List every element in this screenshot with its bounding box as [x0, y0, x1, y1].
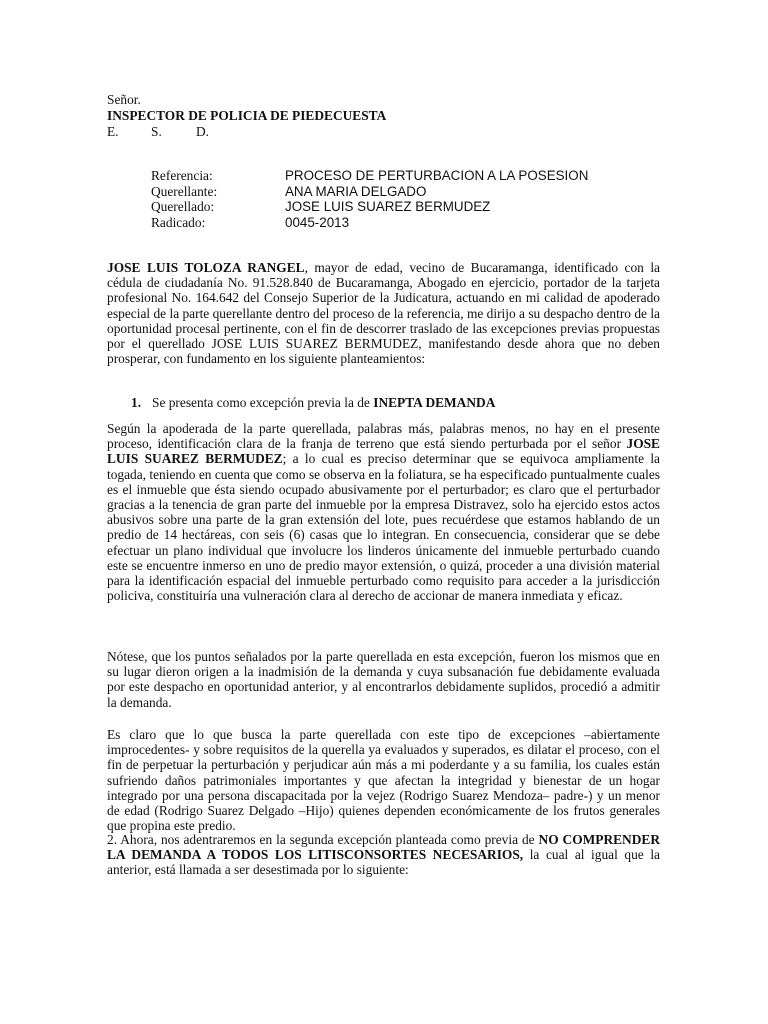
radicado-value: 0045-2013 — [285, 214, 350, 230]
querellante-label: Querellante: — [151, 183, 218, 199]
querellado-label: Querellado: — [151, 199, 215, 214]
para2-bold: JOSE LUIS SUAREZ BERMUDEZ — [107, 436, 660, 467]
addressee-block — [107, 92, 386, 140]
eds-e: E. — [107, 124, 119, 139]
para5-after: la cual al igual que la anterior, está llamada a ser desestimada por lo siguiente: — [107, 847, 660, 878]
exception-1-paragraph — [107, 421, 660, 603]
para5-bold: NO COMPRENDER LA DEMANDA A TODOS LOS LITISCONSORTES NECESARIOS, — [107, 832, 660, 863]
querellante-row — [151, 184, 588, 200]
radicado-row — [151, 215, 588, 231]
para5-before: 2. Ahora, nos adentraremos en la segunda excepción planteada como previa de — [107, 832, 539, 847]
eds-d: D. — [196, 124, 210, 139]
intro-paragraph — [107, 260, 660, 366]
eds-s: S. — [151, 124, 162, 139]
querellado-value: JOSE LUIS SUAREZ BERMUDEZ — [285, 199, 491, 214]
intro-text: , mayor de edad, vecino de Bucaramanga, identificado con la cédula de ciudadanía No. 91.528.840 de Bucaramanga, Abogado en ejercicio, portador de la tarjeta profesional No. 164.642 del Consejo Superior de la Judicatura, actuando en mi calidad de apoderado especial de la parte querellante dentro del proceso de la referencia, me dirijo a su despacho dentro de la oportunidad procesal pertinente, con el fin de descorrer traslado de las excepciones previas propuestas por el querellado JOSE LUIS SUAREZ BERMUDEZ, manifestando desde ahora que no deben prosperar, con fundamento en los siguiente planteamientos: — [107, 260, 660, 367]
reference-value: PROCESO DE PERTURBACION A LA POSESION — [285, 168, 589, 183]
radicado-label: Radicado: — [151, 214, 206, 230]
addressee-title: INSPECTOR DE POLICIA DE PIEDECUESTA — [107, 108, 387, 123]
para2-before: Según la apoderada de la parte querellada, palabras más, palabras menos, no hay en el presente proceso, identificación clara de la franja de terreno que está siendo perturbada por el señor — [107, 421, 660, 452]
reference-block — [151, 168, 588, 230]
exception-2-paragraph — [107, 832, 660, 878]
reference-row — [151, 168, 588, 184]
exception-1-text: Se presenta como excepción previa la de — [152, 395, 374, 410]
salutation: Señor. — [107, 92, 141, 107]
querellado-row — [151, 199, 588, 215]
exception-1-number: 1. — [131, 395, 142, 410]
querellante-value: ANA MARIA DELGADO — [285, 183, 427, 199]
exception-1-bold: INEPTA DEMANDA — [373, 395, 496, 410]
para2-after: ; a lo cual es preciso determinar que se equivoca ampliamente la togada, teniendo en cuenta que como se observa en la foliatura, se ha especificado puntualmente cuales es el inmueble que ésta siendo ocupado abusivamente por el perturbador; es claro que el perturbador gracias a la tenencia de gran parte del inmueble por la empresa Distravez, solo ha ejercido estos actos abusivos sobre una parte de la gran extensión del lote, pues recuérdese que estamos hablando de un predio de 14 hectáreas, con seis (6) casas que lo integran. En consecuencia, considerar que se debe efectuar un plano individual que involucre los linderos únicamente del inmueble perturbado cuando este se encuentre inmerso en uno de predio mayor extensión, o quizá, proceder a una división material para la identificación espacial del inmueble perturbado como requisito para acceder a la jurisdicción policiva, constituiría una vulneración clara al derecho de accionar de manera inmediata y eficaz. — [107, 451, 660, 604]
dilatar-paragraph: Es claro que lo que busca la parte querellada con este tipo de excepciones –abiertamente improcedentes- y sobre requisitos de la querella ya evaluados y superados, es dilatar el proceso, con el fin de perpetuar la perturbación y perjudicar aún más a mi poderdante y a su familia, los cuales están sufriendo daños patrimoniales importantes y que afectan la integridad y bienestar de un hogar integrado por una persona discapacitada por la vejez (Rodrigo Suarez Mendoza– padre-) y un menor de edad (Rodrigo Suarez Delgado –Hijo) quienes dependen económicamente de los frutos generales que propina este predio. — [107, 727, 660, 834]
notese-paragraph: Nótese, que los puntos señalados por la parte querellada en esta excepción, fueron los mismos que en su lugar dieron origen a la inadmisión de la demanda y cuya subsanación fue debidamente evaluada por este despacho en oportunidad anterior, y al encontrarlos debidamente suplidos, procedió a admitir la demanda. — [107, 649, 660, 710]
eds-line — [107, 124, 386, 140]
exception-1-heading — [131, 395, 495, 410]
reference-label: Referencia: — [151, 168, 213, 183]
attorney-name: JOSE LUIS TOLOZA RANGEL — [107, 260, 305, 275]
